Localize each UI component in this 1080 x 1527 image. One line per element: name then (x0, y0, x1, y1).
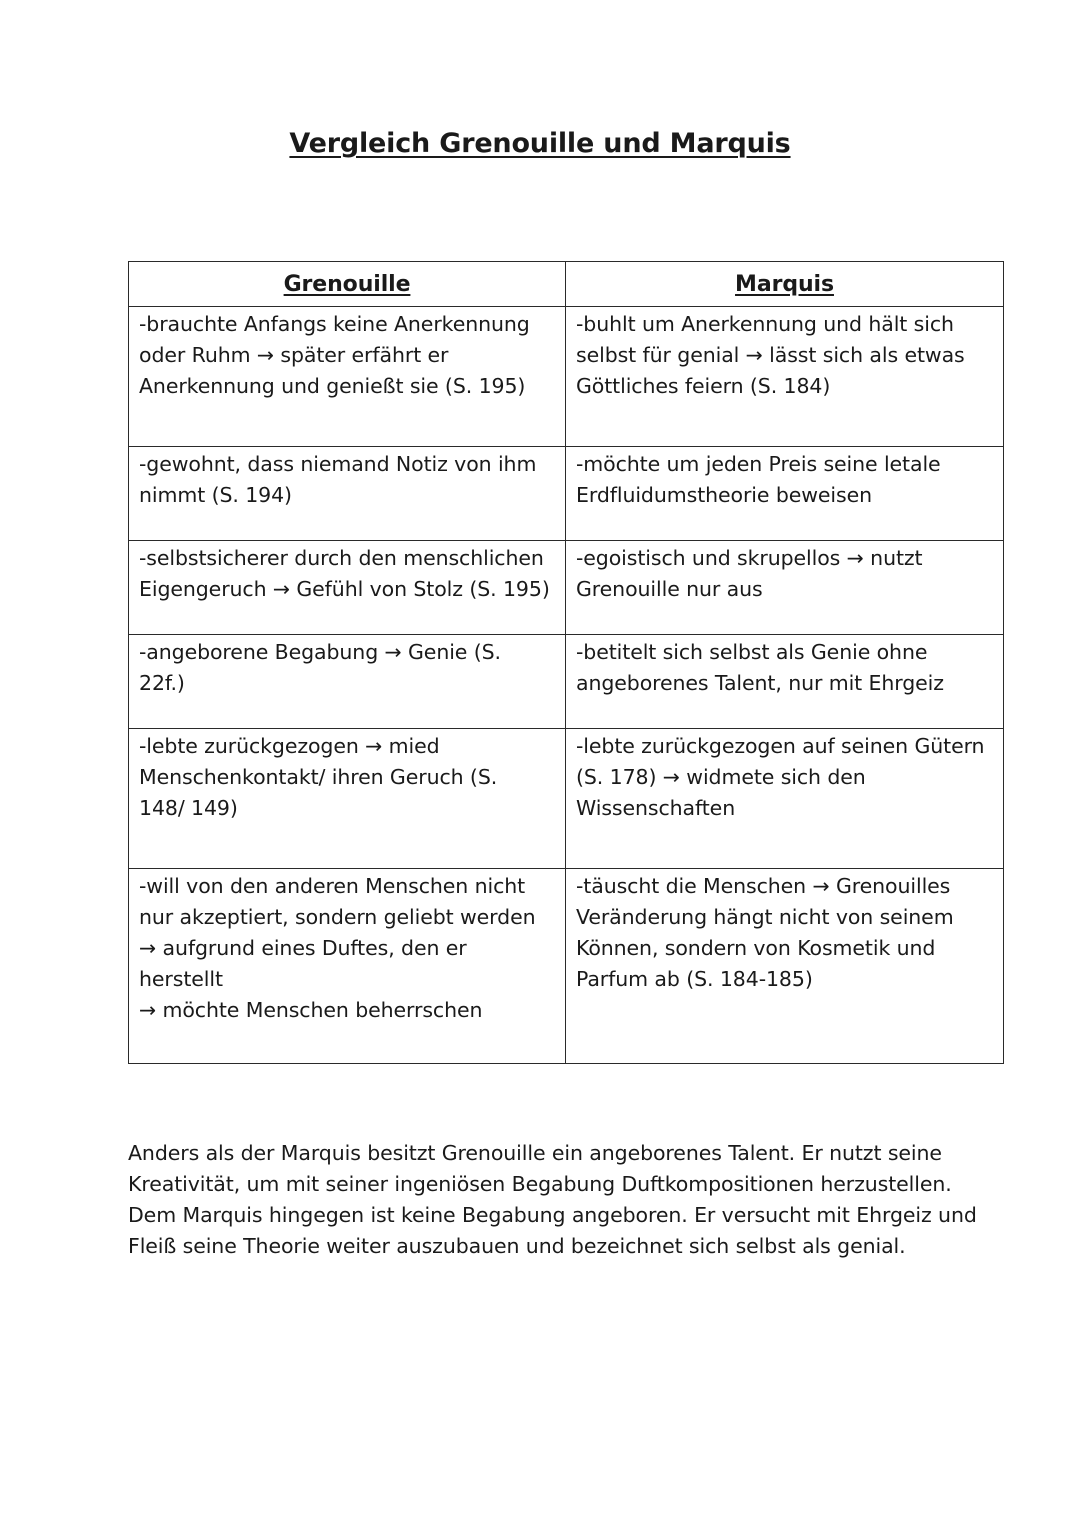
table-cell-marquis: -möchte um jeden Preis seine letale Erdfluidumstheorie beweisen (566, 447, 1004, 541)
table-cell-grenouille: -will von den anderen Menschen nicht nur akzeptiert, sondern geliebt werden → aufgrund eines Duftes, den er herstellt → möchte Menschen beherrschen (129, 869, 566, 1064)
table-row (129, 869, 1004, 1064)
table-cell-grenouille: -gewohnt, dass niemand Notiz von ihm nimmt (S. 194) (129, 447, 566, 541)
table-row (129, 729, 1004, 869)
table-row (129, 447, 1004, 541)
table-cell-marquis: -lebte zurückgezogen auf seinen Gütern (S. 178) → widmete sich den Wissenschaften (566, 729, 1004, 869)
table-cell-marquis: -betitelt sich selbst als Genie ohne angeborenes Talent, nur mit Ehrgeiz (566, 635, 1004, 729)
table-row (129, 307, 1004, 447)
table-cell-grenouille: -angeborene Begabung → Genie (S. 22f.) (129, 635, 566, 729)
table-cell-grenouille: -selbstsicherer durch den menschlichen Eigengeruch → Gefühl von Stolz (S. 195) (129, 541, 566, 635)
table-cell-marquis: -buhlt um Anerkennung und hält sich selbst für genial → lässt sich als etwas Göttliches feiern (S. 184) (566, 307, 1004, 447)
table-cell-grenouille: -brauchte Anfangs keine Anerkennung oder Ruhm → später erfährt er Anerkennung und genießt sie (S. 195) (129, 307, 566, 447)
column-header-grenouille: Grenouille (129, 262, 566, 307)
table-cell-marquis: -täuscht die Menschen → Grenouilles Veränderung hängt nicht von seinem Können, sondern von Kosmetik und Parfum ab (S. 184-185) (566, 869, 1004, 1064)
table-cell-grenouille: -lebte zurückgezogen → mied Menschenkontakt/ ihren Geruch (S. 148/ 149) (129, 729, 566, 869)
table-row (129, 541, 1004, 635)
column-header-marquis: Marquis (566, 262, 1004, 307)
table-row (129, 635, 1004, 729)
table-header-row (129, 262, 1004, 307)
table-cell-marquis: -egoistisch und skrupellos → nutzt Grenouille nur aus (566, 541, 1004, 635)
page-title: Vergleich Grenouille und Marquis (289, 128, 791, 159)
summary-paragraph: Anders als der Marquis besitzt Grenouille ein angeborenes Talent. Er nutzt seine Kreativität, um mit seiner ingeniösen Begabung Duftkompositionen herzustellen. Dem Marquis hingegen ist keine Begabung angeboren. Er versucht mit Ehrgeiz und Fleiß seine Theorie weiter auszubauen und bezeichnet sich selbst als genial. (128, 1140, 977, 1258)
comparison-table (128, 261, 1004, 1064)
